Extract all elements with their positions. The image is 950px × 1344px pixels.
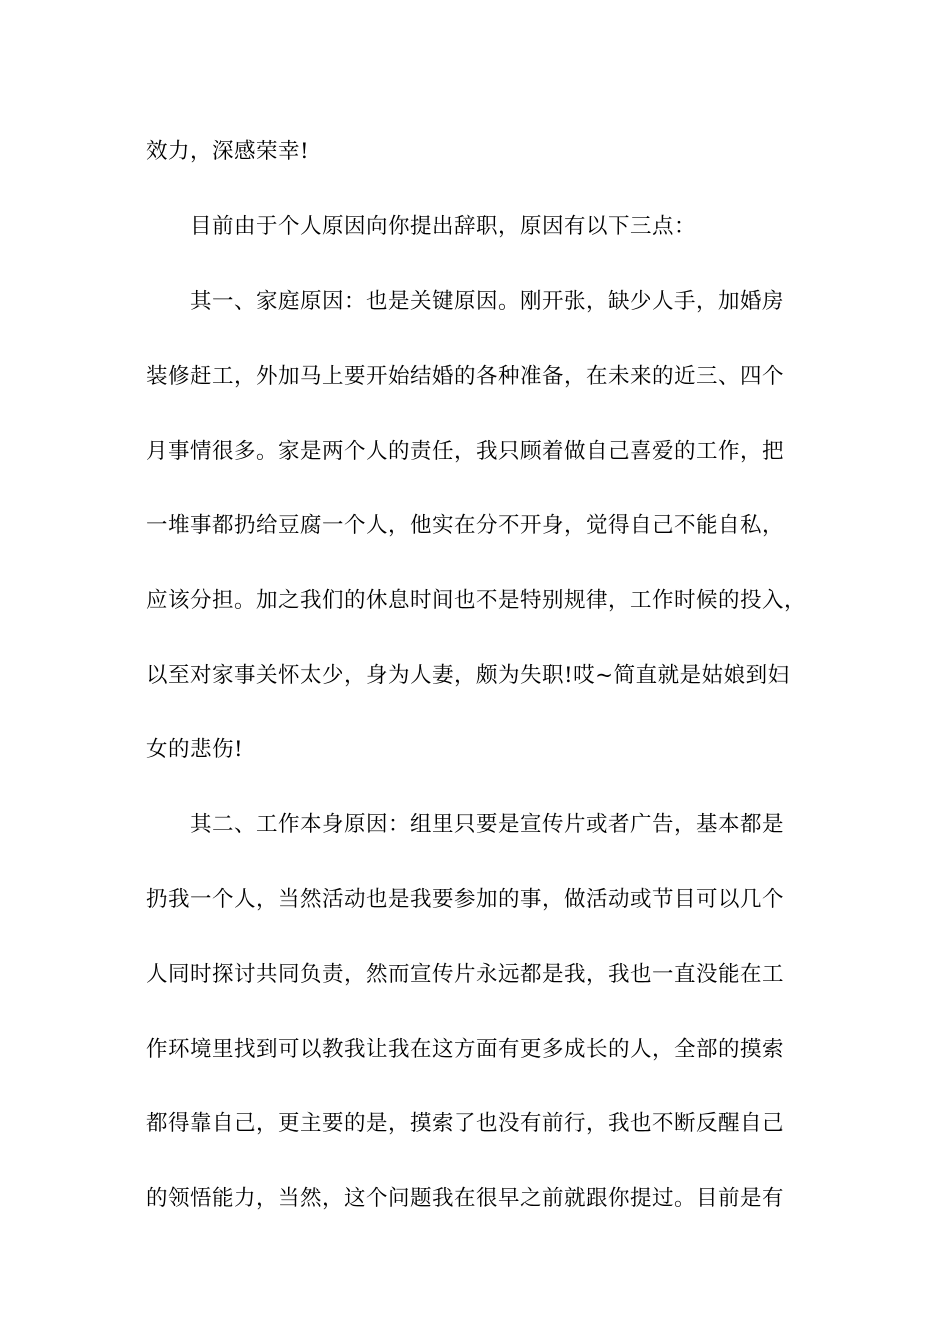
text-line: 其一、家庭原因：也是关键原因。刚开张，缺少人手，加婚房 xyxy=(190,289,785,314)
text-line: 应该分担。加之我们的休息时间也不是特别规律，工作时候的投入， xyxy=(146,588,807,613)
text-line: 月事情很多。家是两个人的责任，我只顾着做自己喜爱的工作，把 xyxy=(146,439,785,464)
text-line: 女的悲伤! xyxy=(146,737,244,762)
text-line: 以至对家事关怀太少，身为人妻，颇为失职!哎~简直就是姑娘到妇 xyxy=(146,663,790,688)
text-line: 的领悟能力，当然，这个问题我在很早之前就跟你提过。目前是有 xyxy=(146,1186,785,1211)
text-line: 扔我一个人，当然活动也是我要参加的事，做活动或节目可以几个 xyxy=(146,887,785,912)
text-line: 人同时探讨共同负责，然而宣传片永远都是我，我也一直没能在工 xyxy=(146,962,785,987)
text-line: 作环境里找到可以教我让我在这方面有更多成长的人，全部的摸索 xyxy=(146,1037,785,1062)
text-line: 效力，深感荣幸! xyxy=(146,139,310,164)
text-line: 目前由于个人原因向你提出辞职，原因有以下三点： xyxy=(190,214,697,239)
text-line: 装修赶工，外加马上要开始结婚的各种准备，在未来的近三、四个 xyxy=(146,364,785,389)
text-line: 都得靠自己，更主要的是，摸索了也没有前行，我也不断反醒自己 xyxy=(146,1111,785,1136)
text-line: 其二、工作本身原因：组里只要是宣传片或者广告，基本都是 xyxy=(190,812,785,837)
text-line: 一堆事都扔给豆腐一个人，他实在分不开身，觉得自己不能自私， xyxy=(146,513,785,538)
